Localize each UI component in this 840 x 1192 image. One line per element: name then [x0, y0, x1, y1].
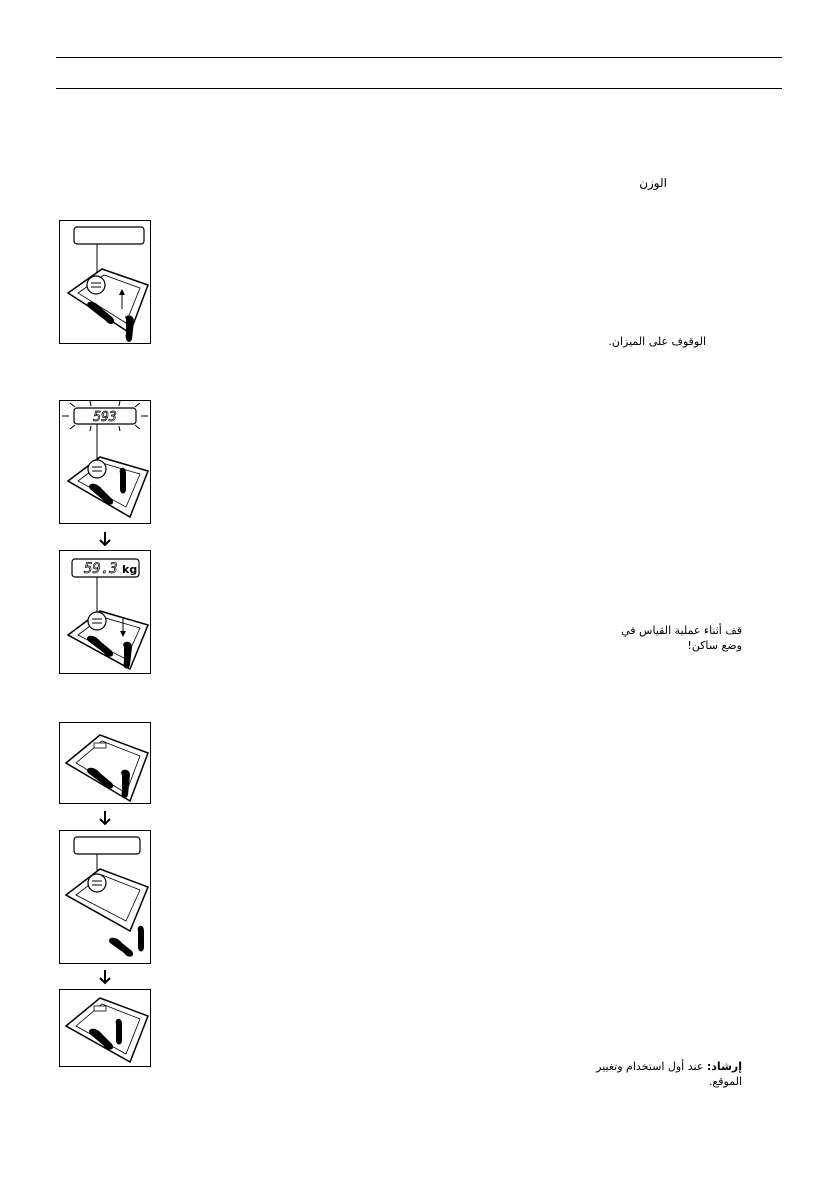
stand-still-line1: قف أثناء عملية القياس في [621, 624, 742, 637]
tip-body: عند أول استخدام وتغيير [596, 1060, 704, 1073]
down-arrow-icon [97, 969, 113, 985]
result-reading: 59.3 [84, 561, 118, 577]
step-on-text: الوقوف على الميزان. [608, 335, 706, 348]
top-rule [56, 57, 782, 58]
scale-result-display-illustration [59, 550, 151, 674]
tip-label: إرشاد: [706, 1060, 742, 1073]
tip-text [596, 1059, 742, 1074]
unit-label: kg [122, 563, 138, 576]
down-arrow-icon [97, 810, 113, 826]
section-heading: الوزن [639, 176, 667, 190]
scale-blink-display-illustration [59, 400, 151, 524]
scale-recalibrate-illustration [59, 989, 151, 1067]
stand-still-line2: وضع ساكن! [687, 639, 742, 652]
blink-reading: 593 [93, 410, 117, 425]
tip-text-line2: الموقع. [708, 1075, 742, 1088]
down-arrow-icon [97, 531, 113, 547]
header-rule [56, 88, 782, 89]
scale-tap-illustration [59, 722, 151, 804]
scale-step-on-illustration [59, 220, 151, 344]
scale-step-off-illustration [59, 830, 151, 964]
